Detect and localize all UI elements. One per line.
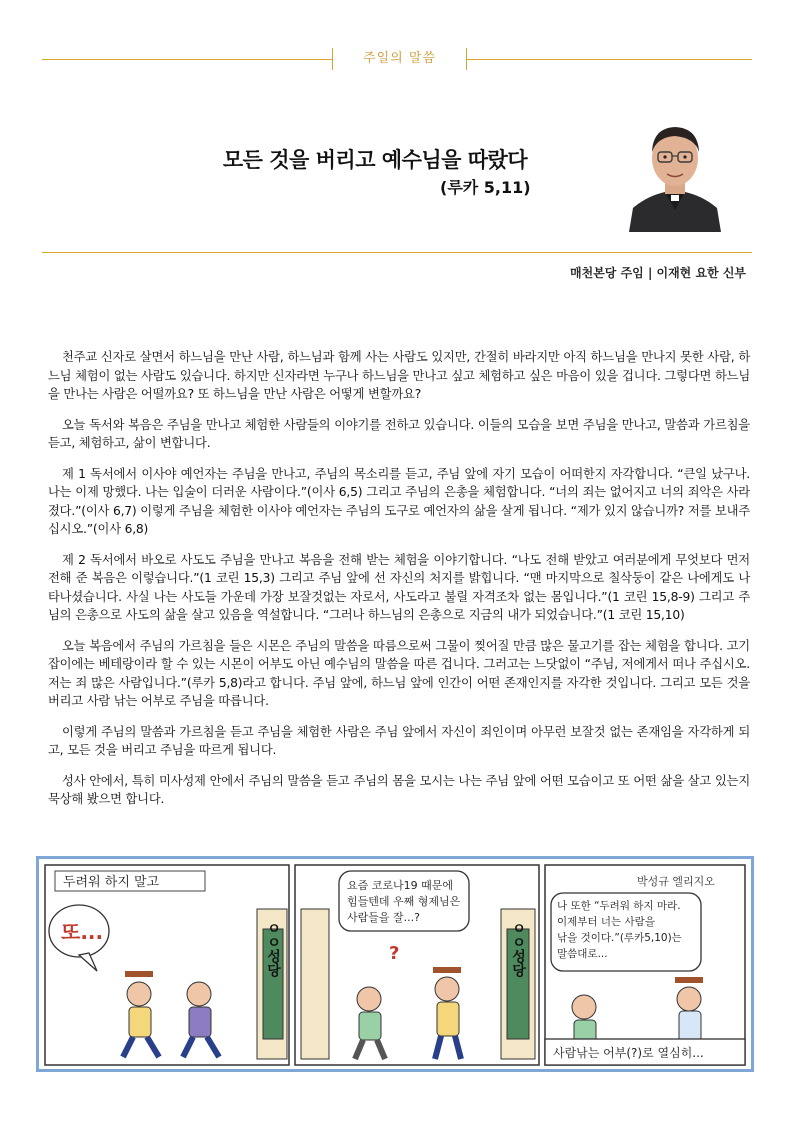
comic-title: 두려워 하지 말고 xyxy=(63,875,160,890)
paragraph: 이렇게 주님의 말씀과 가르침을 듣고 주님을 체험한 사람은 주님 앞에서 자신이 죄인이며 아무런 보잘것 없는 존재임을 자각하게 되고, 모든 것을 버리고 주님을 따르게 됩니다. xyxy=(48,724,750,757)
comic-bubble-line: 나 또한 “두려워 하지 마라. xyxy=(557,900,681,912)
header-rule-right xyxy=(466,59,752,60)
comic-bubble-line: 이제부터 너는 사람을 xyxy=(557,916,655,928)
article-reference: (루카 5,11) xyxy=(440,178,531,197)
comic-figure xyxy=(572,995,596,1046)
comic-bubble-line: 힘들텐데 우째 형제님은 xyxy=(347,895,461,908)
comic-question: ? xyxy=(389,943,400,964)
author-byline: 매천본당 주임 | 이재현 요한 신부 xyxy=(570,266,746,280)
title-divider xyxy=(42,252,752,253)
church-sign: ㅇㅇ성당 xyxy=(265,921,281,977)
paragraph: 제 1 독서에서 이사야 예언자는 주님을 만나고, 주님의 목소리를 듣고, 주님 앞에 자기 모습이 어떠한지 자각합니다. “큰일 났구나. 나는 이제 망했다. 나는 입술이 더러운 사람이다.”(이사 6,5) 그리고 주님의 은총을 체험합니다. “너의 죄는 없어지고 너의 죄악은 사라졌다.”(이사 6,7) 이렇게 주님을 체험한 이사야 예언자는 주님의 도구로 예언자의 삶을 살게 됩니다. “제가 있지 않습니까? 저를 보내주십시오.”(이사 6,8) xyxy=(48,466,750,536)
header-rule-left xyxy=(42,59,332,60)
paragraph: 천주교 신자로 살면서 하느님을 만난 사람, 하느님과 함께 사는 사람도 있지만, 간절히 바라지만 아직 하느님을 만나지 못한 사람, 하느님 체험이 없는 사람도 있습니다. 하지만 신자라면 누구나 하느님을 만나고 싶고 체험하고 싶은 마음이 있을 겁니다. 그렇다면 하느님을 만나는 사람은 어떨까요? 또 하느님을 만난 사람은 어떻게 변할까요? xyxy=(48,350,750,401)
comic-author: 박성규 엘리지오 xyxy=(637,875,715,888)
comic-strip xyxy=(36,856,754,1072)
church-sign: ㅇㅇ성당 xyxy=(510,921,526,977)
comic-caption: 사람낚는 어부(?)로 열심히... xyxy=(553,1046,704,1060)
comic-bubble-line: 말씀대로... xyxy=(557,948,608,960)
paragraph: 오늘 복음에서 주님의 가르침을 들은 시몬은 주님의 말씀을 따름으로써 그물이 찢어질 만큼 많은 물고기를 잡는 체험을 합니다. 고기잡이에는 베테랑이라 할 수 있는 시몬이 어부도 아닌 예수님의 말씀을 따른 겁니다. 그러고는 느닷없이 “주님, 저에게서 떠나 주십시오. 저는 죄 많은 사람입니다.”(루카 5,8)라고 합니다. 주님 앞에, 하느님 앞에 인간이 어떤 존재인지를 자각한 것입니다. 그리고 모든 것을 버리고 사람 낚는 어부로 주님을 따릅니다. xyxy=(48,638,750,708)
paragraph: 제 2 독서에서 바오로 사도도 주님을 만나고 복음을 전해 받는 체험을 이야기합니다. “나도 전해 받았고 여러분에게 무엇보다 먼저 전해 준 복음은 이렇습니다.”(1 코린 15,3) 그리고 주님 앞에 선 자신의 처지를 밝힙니다. “맨 마지막으로 칠삭둥이 같은 나에게도 나타나셨습니다. 사실 나는 사도들 가운데 가장 보잘것없는 자로서, 사도라고 불릴 자격조차 없는 몸입니다.”(1 코린 15,8-9) 그리고 주님의 은총으로 사도의 삶을 살고 있음을 역설합니다. “그러나 하느님의 은총으로 지금의 내가 되었습니다.”(1 코린 15,10) xyxy=(48,552,750,622)
comic-shout: 또... xyxy=(61,920,104,944)
comic-panel-1 xyxy=(45,865,289,1065)
author-portrait xyxy=(627,112,723,232)
section-title: 주일의 말씀 xyxy=(363,51,436,66)
article-title: 모든 것을 버리고 예수님을 따랐다 xyxy=(222,148,528,172)
paragraph: 성사 안에서, 특히 미사성제 안에서 주님의 말씀을 듣고 주님의 몸을 모시는 나는 주님 앞에 어떤 모습이고 또 어떤 삶을 살고 있는지 묵상해 봤으면 합니다. xyxy=(48,773,750,806)
article-body xyxy=(48,348,750,821)
comic-bubble-line: 요즘 코로나19 때문에 xyxy=(347,879,453,892)
comic-bubble-line: 사람들을 잘...? xyxy=(347,911,420,924)
paragraph: 오늘 독서와 복음은 주님을 만나고 체험한 사람들의 이야기를 전하고 있습니다. 이들의 모습을 보면 주님을 만나고, 말씀과 가르침을 듣고, 체험하고, 삶이 변합니다. xyxy=(48,417,750,450)
comic-bubble-line: 낚을 것이다.”(루카5,10)는 xyxy=(557,932,682,944)
